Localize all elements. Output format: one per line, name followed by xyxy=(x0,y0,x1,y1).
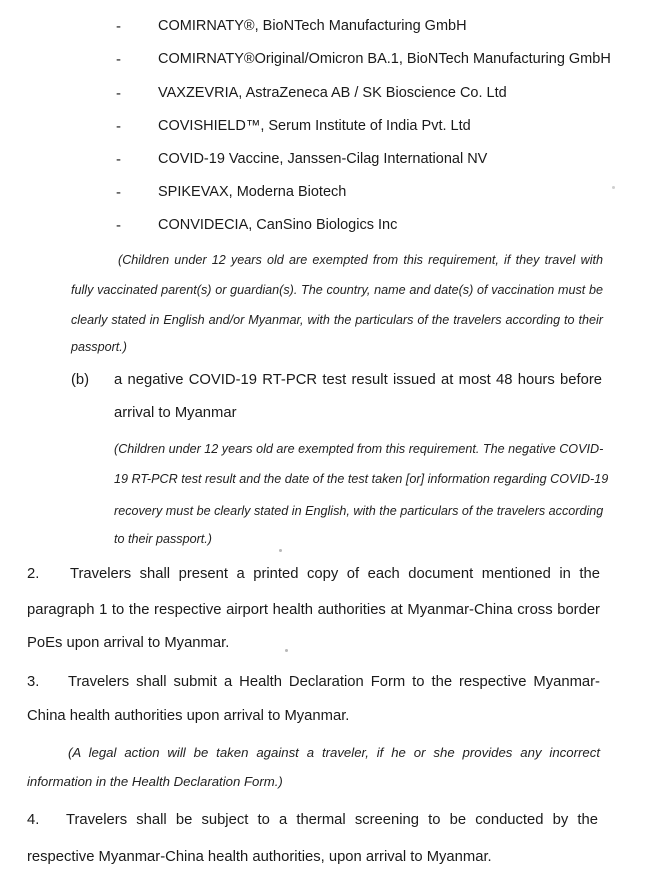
vaccine-item xyxy=(0,151,650,177)
scan-speck xyxy=(285,649,288,652)
vaccine-name: COMIRNATY®, BioNTech Manufacturing GmbH xyxy=(158,18,467,34)
note-line: (Children under 12 years old are exempted from this requirement. The negative COVID- xyxy=(114,442,604,456)
note-line: clearly stated in English and/or Myanmar, with the particulars of the travelers according to their xyxy=(71,313,603,327)
vaccine-name: CONVIDECIA, CanSino Biologics Inc xyxy=(158,217,398,233)
vaccine-name: COMIRNATY®Original/Omicron BA.1, BioNTech Manufacturing GmbH xyxy=(158,51,611,67)
vaccine-item xyxy=(0,217,650,243)
list-dash: - xyxy=(116,85,121,102)
list-dash: - xyxy=(116,184,121,201)
note-line: information in the Health Declaration Form.) xyxy=(27,774,283,789)
paragraph-number: 4. xyxy=(27,812,40,828)
paragraph-number: 3. xyxy=(27,674,40,690)
paragraph-line: paragraph 1 to the respective airport health authorities at Myanmar-China cross border xyxy=(27,602,600,618)
paragraph-line: respective Myanmar-China health authorities, upon arrival to Myanmar. xyxy=(27,849,492,865)
vaccine-item xyxy=(0,118,650,144)
vaccine-item xyxy=(0,18,650,44)
note-line: recovery must be clearly stated in English, with the particulars of the travelers according xyxy=(114,504,604,518)
scan-speck xyxy=(612,186,615,189)
item-b-line: arrival to Myanmar xyxy=(114,405,237,421)
vaccine-item xyxy=(0,184,650,210)
paragraph-line: Travelers shall present a printed copy of each document mentioned in the xyxy=(70,566,600,582)
list-dash: - xyxy=(116,151,121,168)
item-marker: (b) xyxy=(71,372,90,388)
note-line: 19 RT-PCR test result and the date of the test taken [or] information regarding COVID-19 xyxy=(114,472,609,486)
vaccine-name: COVID-19 Vaccine, Janssen-Cilag International NV xyxy=(158,151,488,167)
paragraph-line: Travelers shall be subject to a thermal screening to be conducted by the xyxy=(66,812,598,828)
scan-speck xyxy=(279,549,282,552)
note-line: (Children under 12 years old are exempted from this requirement, if they travel with xyxy=(118,253,603,267)
paragraph-line: Travelers shall submit a Health Declaration Form to the respective Myanmar- xyxy=(68,674,600,690)
paragraph-line: China health authorities upon arrival to Myanmar. xyxy=(27,708,350,724)
vaccine-item xyxy=(0,51,650,77)
note-line: passport.) xyxy=(71,340,127,354)
list-dash: - xyxy=(116,51,121,68)
item-b-line: a negative COVID-19 RT-PCR test result issued at most 48 hours before xyxy=(114,372,602,388)
vaccine-name: SPIKEVAX, Moderna Biotech xyxy=(158,184,347,200)
paragraph-number: 2. xyxy=(27,566,40,582)
note-line: to their passport.) xyxy=(114,532,212,546)
vaccine-name: COVISHIELD™, Serum Institute of India Pvt. Ltd xyxy=(158,118,471,134)
vaccine-name: VAXZEVRIA, AstraZeneca AB / SK Bioscience Co. Ltd xyxy=(158,85,507,101)
vaccine-item xyxy=(0,85,650,111)
list-dash: - xyxy=(116,118,121,135)
note-line: fully vaccinated parent(s) or guardian(s). The country, name and date(s) of vaccination must be xyxy=(71,283,603,297)
note-line: (A legal action will be taken against a traveler, if he or she provides any incorrect xyxy=(68,745,600,760)
list-dash: - xyxy=(116,18,121,35)
list-dash: - xyxy=(116,217,121,234)
paragraph-line: PoEs upon arrival to Myanmar. xyxy=(27,635,230,651)
